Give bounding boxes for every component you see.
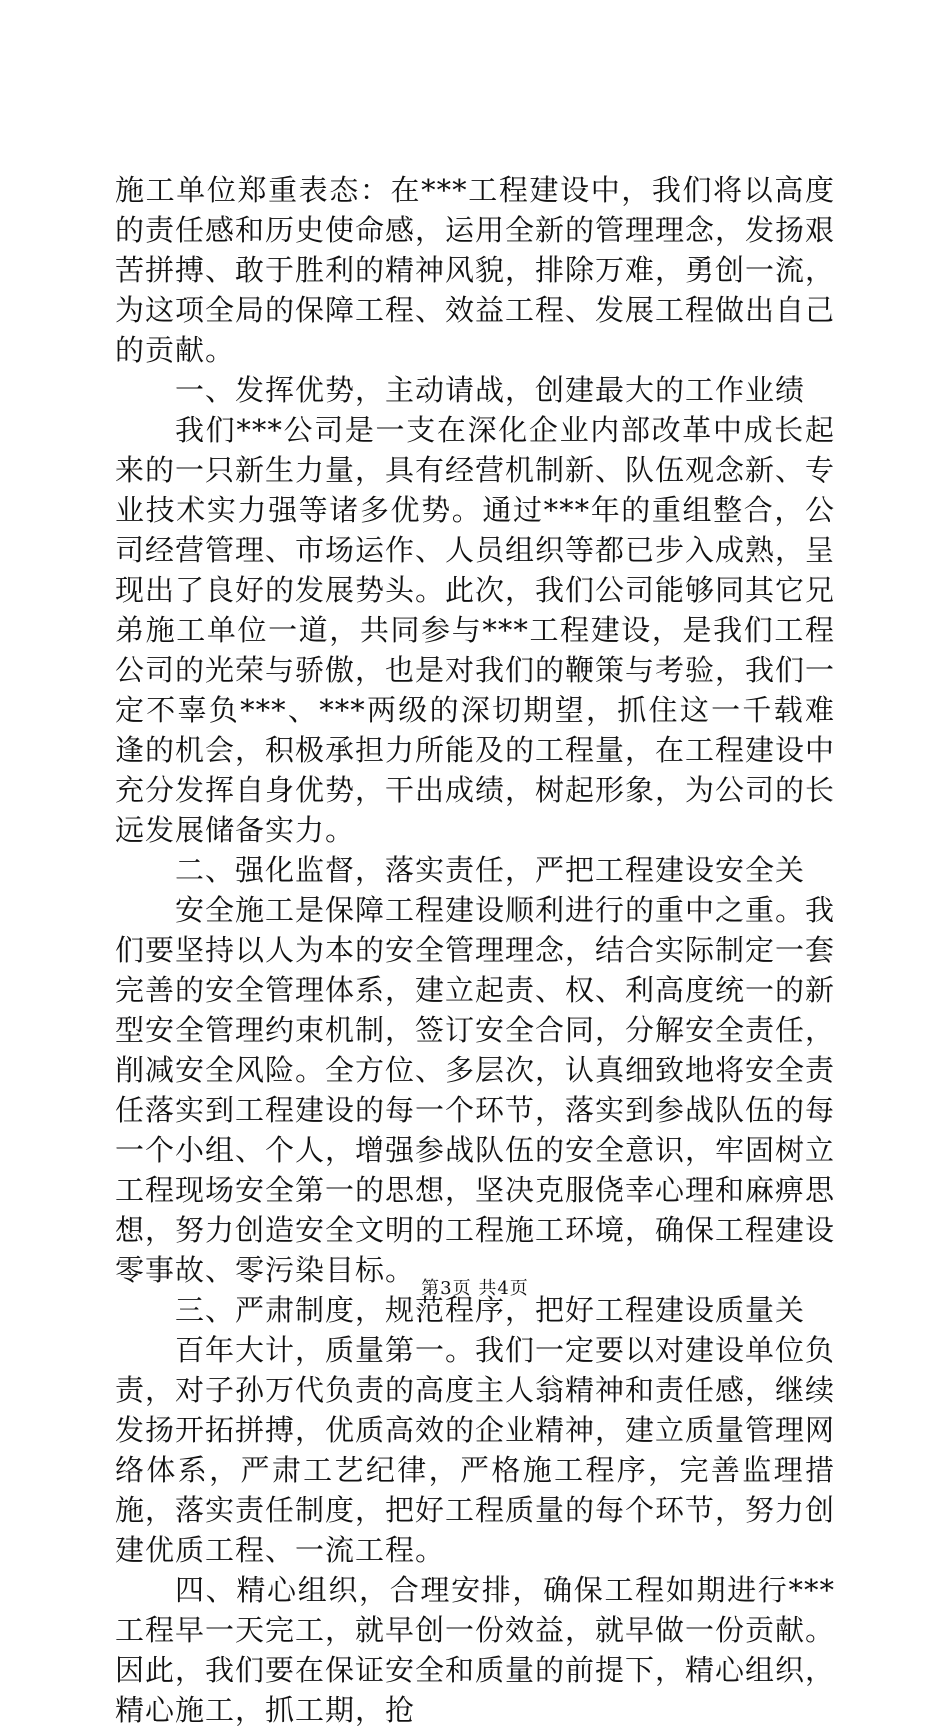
paragraph-2: 安全施工是保障工程建设顺利进行的重中之重。我们要坚持以人为本的安全管理理念，结合实际制定一套完善的安全管理体系，建立起责、权、利高度统一的新型安全管理约束机制，签订安全合同，分解安全责任，削减安全风险。全方位、多层次，认真细致地将安全责任落实到工程建设的每一个环节，落实到参战队伍的每一个小组、个人，增强参战队伍的安全意识，牢固树立工程现场安全第一的思想，坚决克服侥幸心理和麻痹思想，努力创造安全文明的工程施工环境，确保工程建设零事故、零污染目标。 [115, 893, 836, 1287]
page-number-footer: 第3页 共4页 [421, 1278, 529, 1299]
paragraph-4: 四、精心组织，合理安排，确保工程如期进行***工程早一天完工，就早创一份效益，就早做一份贡献。因此，我们要在保证安全和质量的前提下，精心组织，精心施工，抓工期，抢 [115, 1573, 836, 1727]
paragraph-1: 我们***公司是一支在深化企业内部改革中成长起来的一只新生力量，具有经营机制新、队伍观念新、专业技术实力强等诸多优势。通过***年的重组整合，公司经营管理、市场运作、人员组织等都已步入成熟，呈现出了良好的发展势头。此次，我们公司能够同其它兄弟施工单位一道，共同参与***工程建设，是我们工程公司的光荣与骄傲，也是对我们的鞭策与考验，我们一定不辜负***、***两级的深切期望，抓住这一千载难逢的机会，积极承担力所能及的工程量，在工程建设中充分发挥自身优势，干出成绩，树起形象，为公司的长远发展储备实力。 [115, 413, 836, 847]
paragraph-intro: 施工单位郑重表态：在***工程建设中，我们将以高度的责任感和历史使命感，运用全新的管理理念，发扬艰苦拼搏、敢于胜利的精神风貌，排除万难，勇创一流，为这项全局的保障工程、效益工程、发展工程做出自己的贡献。 [115, 173, 836, 367]
section-heading-3: 三、严肃制度，规范程序，把好工程建设质量关 [175, 1293, 806, 1327]
section-heading-2: 二、强化监督，落实责任，严把工程建设安全关 [175, 853, 806, 887]
section-heading-1: 一、发挥优势，主动请战，创建最大的工作业绩 [175, 373, 806, 407]
document-body [115, 170, 835, 1730]
paragraph-3: 百年大计，质量第一。我们一定要以对建设单位负责，对子孙万代负责的高度主人翁精神和责任感，继续发扬开拓拼搏，优质高效的企业精神，建立质量管理网络体系，严肃工艺纪律，严格施工程序，完善监理措施，落实责任制度，把好工程质量的每个环节，努力创建优质工程、一流工程。 [115, 1333, 836, 1567]
